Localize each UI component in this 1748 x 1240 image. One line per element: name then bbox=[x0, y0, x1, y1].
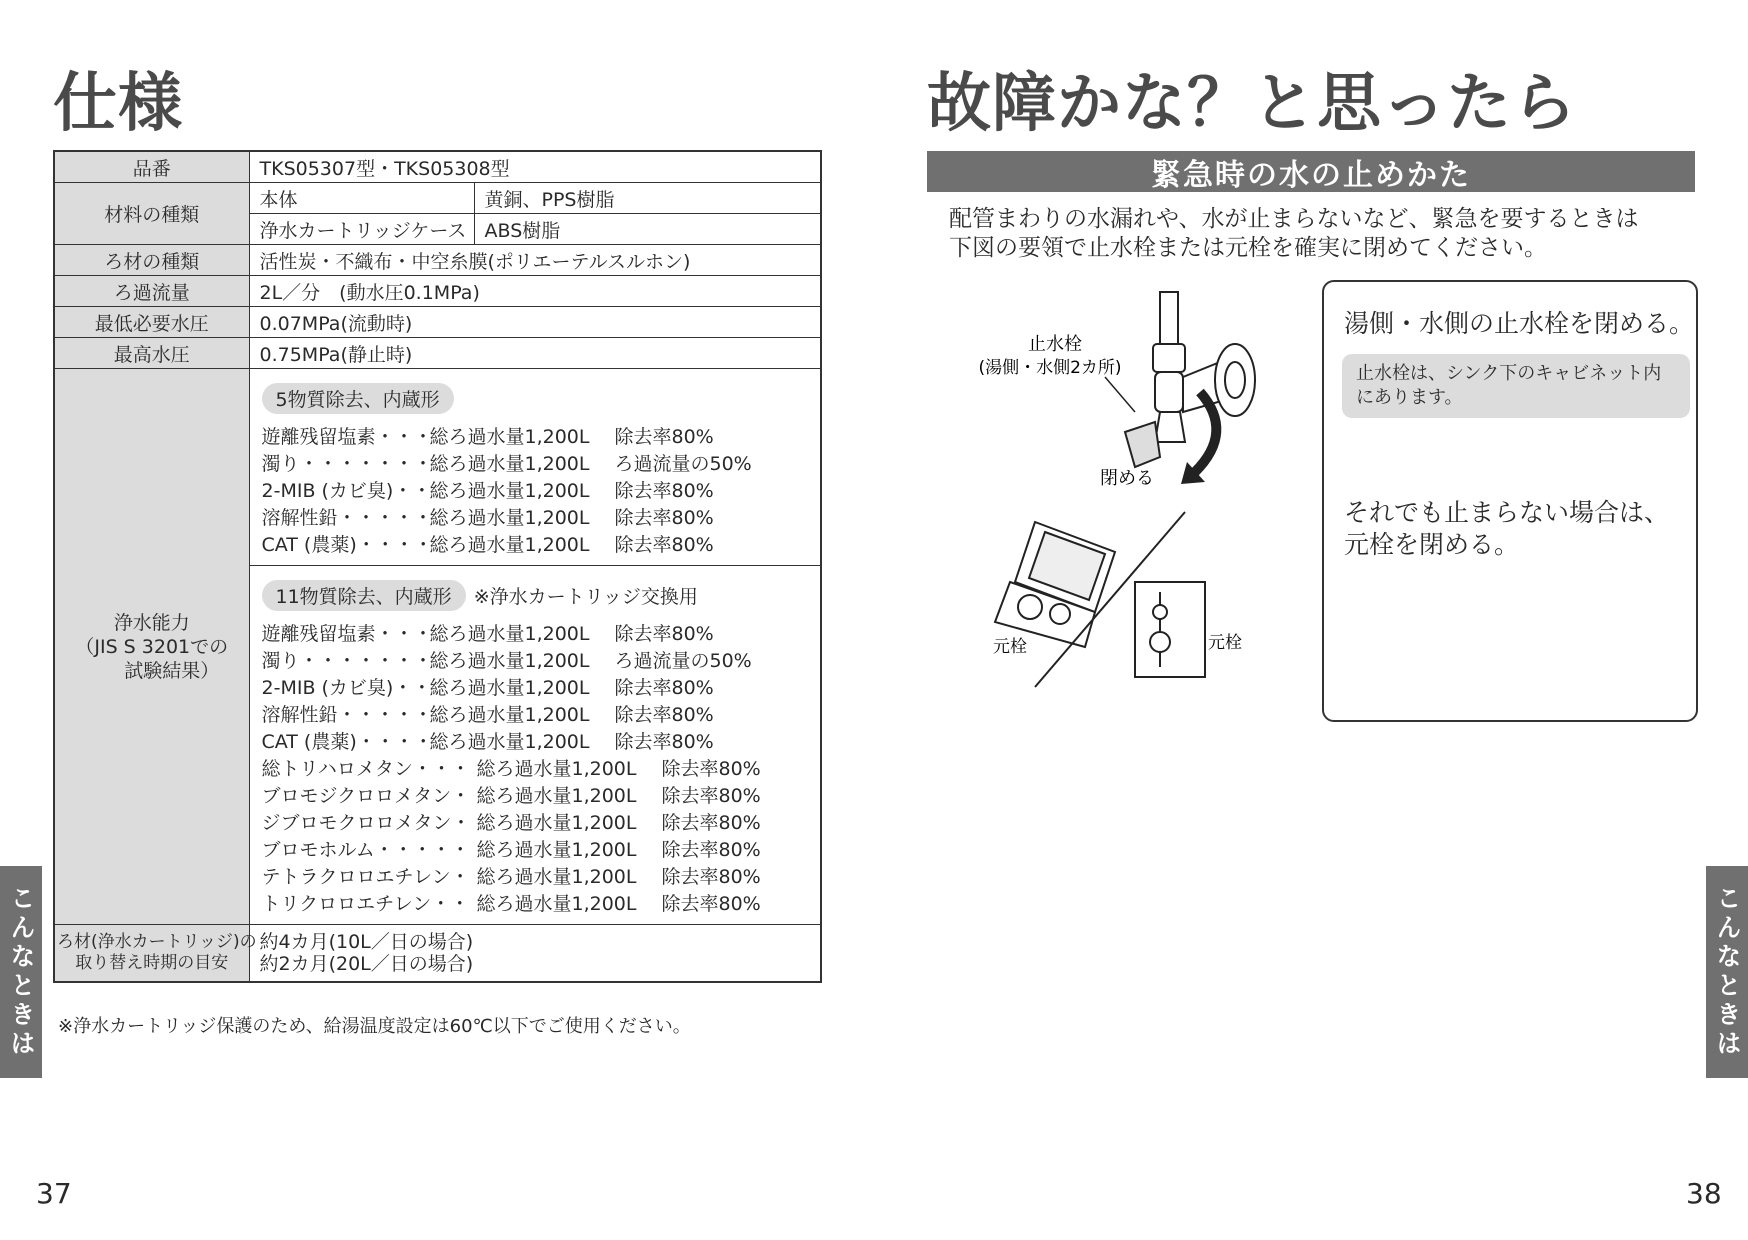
side-tab-left[interactable]: こんなときは bbox=[0, 866, 42, 1078]
step1-note: 止水栓は、シンク下のキャビネット内にあります。 bbox=[1342, 354, 1690, 418]
spec-label-material: 材料の種類 bbox=[54, 183, 249, 245]
list-item: 遊離残留塩素 ・・・・・・・・・・・・・・・・・・・・・・・ 総ろ過水量1,200L 除去率80% bbox=[262, 422, 809, 449]
group1-tag: 5物質除去、内蔵形 bbox=[262, 383, 454, 414]
page-number-left: 37 bbox=[36, 1177, 72, 1210]
spec-value-max-pressure: 0.75MPa(静止時) bbox=[249, 338, 821, 369]
list-item: 2-MIB (カビ臭) ・・・・・・・・・・・・・・・・・・・・・・・ 総ろ過水量1,200L 除去率80% bbox=[262, 476, 809, 503]
steps-box bbox=[1322, 280, 1698, 722]
spec-value-hinban: TKS05307型・TKS05308型 bbox=[249, 151, 821, 183]
spec-value-min-pressure: 0.07MPa(流動時) bbox=[249, 307, 821, 338]
table-row bbox=[54, 338, 821, 369]
table-row bbox=[54, 369, 821, 566]
list-item: CAT (農薬) ・・・・・・・・・・・・・・・・・・・・・・・ 総ろ過水量1,200L 除去率80% bbox=[262, 727, 809, 754]
spec-label-capability bbox=[54, 369, 249, 925]
material-value: ABS樹脂 bbox=[474, 214, 821, 245]
list-item: ジブロモクロロメタン ・・・・・・・・・・・・・・・・・・・・・・・ 総ろ過水量1,200L 除去率80% bbox=[262, 808, 809, 835]
spec-value-replace: 約4カ月(10L／日の場合) 約2カ月(20L／日の場合) bbox=[249, 925, 821, 983]
stop-valve-icon bbox=[1125, 292, 1255, 467]
filter-group-1 bbox=[249, 369, 821, 566]
filter-group-2 bbox=[249, 566, 821, 925]
capability-label-3: 試験結果） bbox=[124, 659, 220, 682]
step2-text: それでも止まらない場合は、元栓を閉める。 bbox=[1344, 498, 1670, 559]
spec-label-min-pressure: 最低必要水圧 bbox=[54, 307, 249, 338]
group2-tag: 11物質除去、内蔵形 bbox=[262, 580, 466, 611]
footnote: ※浄水カートリッジ保護のため、給湯温度設定は60℃以下でご使用ください。 bbox=[58, 1016, 691, 1037]
list-item: CAT (農薬) ・・・・・・・・・・・・・・・・・・・・・・・ 総ろ過水量1,200L 除去率80% bbox=[262, 530, 809, 557]
table-row bbox=[54, 183, 821, 214]
capability-label-1: 浄水能力 bbox=[113, 611, 190, 634]
spec-label-hinban: 品番 bbox=[54, 151, 249, 183]
page-title-spec: 仕様 bbox=[53, 67, 183, 141]
table-row bbox=[54, 276, 821, 307]
page-title-troubleshoot: 故障かな？と思ったら bbox=[927, 67, 1577, 141]
material-part: 本体 bbox=[249, 183, 474, 214]
table-row bbox=[54, 307, 821, 338]
step1-text: 湯側・水側の止水栓を閉める。 bbox=[1344, 309, 1695, 338]
valve-illustration bbox=[955, 282, 1315, 712]
list-item: 遊離残留塩素 ・・・・・・・・・・・・・・・・・・・・・・・ 総ろ過水量1,200L 除去率80% bbox=[262, 619, 809, 646]
group2-note: ※浄水カートリッジ交換用 bbox=[473, 586, 698, 608]
table-row bbox=[54, 151, 821, 183]
list-item: テトラクロロエチレン ・・・・・・・・・・・・・・・・・・・・・・・ 総ろ過水量1,200L 除去率80% bbox=[262, 862, 809, 889]
list-item: 溶解性鉛 ・・・・・・・・・・・・・・・・・・・・・・・ 総ろ過水量1,200L 除去率80% bbox=[262, 700, 809, 727]
list-item: ブロモホルム ・・・・・・・・・・・・・・・・・・・・・・・ 総ろ過水量1,200L 除去率80% bbox=[262, 835, 809, 862]
list-item: 2-MIB (カビ臭) ・・・・・・・・・・・・・・・・・・・・・・・ 総ろ過水量1,200L 除去率80% bbox=[262, 673, 809, 700]
list-item: ブロモジクロロメタン ・・・・・・・・・・・・・・・・・・・・・・・ 総ろ過水量1,200L 除去率80% bbox=[262, 781, 809, 808]
material-part: 浄水カートリッジケース bbox=[249, 214, 474, 245]
capability-label-2: （JIS S 3201での bbox=[75, 635, 229, 658]
list-item: 濁り ・・・・・・・・・・・・・・・・・・・・・・・ 総ろ過水量1,200L ろ過流量の50% bbox=[262, 646, 809, 673]
main-valve-label-2: 元栓 bbox=[1208, 633, 1242, 653]
list-item: トリクロロエチレン ・・・・・・・・・・・・・・・・・・・・・・・ 総ろ過水量1,200L 除去率80% bbox=[262, 889, 809, 916]
intro-text: 配管まわりの水漏れや、水が止まらないなど、緊急を要するときは 下図の要領で止水栓または元栓を確実に閉めてください。 bbox=[949, 206, 1639, 261]
spec-value-flow: 2L／分 (動水圧0.1MPa) bbox=[249, 276, 821, 307]
spec-value-filter: 活性炭・不織布・中空糸膜(ポリエーテルスルホン) bbox=[249, 245, 821, 276]
list-item: 溶解性鉛 ・・・・・・・・・・・・・・・・・・・・・・・ 総ろ過水量1,200L 除去率80% bbox=[262, 503, 809, 530]
side-tab-right[interactable]: こんなときは bbox=[1706, 866, 1748, 1078]
spec-label-max-pressure: 最高水圧 bbox=[54, 338, 249, 369]
list-item: 総トリハロメタン ・・・・・・・・・・・・・・・・・・・・・・・ 総ろ過水量1,200L 除去率80% bbox=[262, 754, 809, 781]
valve-label-2: (湯側・水側2カ所) bbox=[978, 358, 1122, 378]
material-value: 黄銅、PPS樹脂 bbox=[474, 183, 821, 214]
meter-box-icon bbox=[995, 522, 1115, 647]
spec-label-replace: ろ材(浄水カートリッジ)の 取り替え時期の目安 bbox=[54, 925, 249, 983]
section-heading-emergency: 緊急時の水の止めかた bbox=[927, 151, 1695, 192]
table-row bbox=[54, 925, 821, 983]
spec-table bbox=[53, 150, 822, 983]
spec-label-filter: ろ材の種類 bbox=[54, 245, 249, 276]
valve-label-1: 止水栓 bbox=[1028, 334, 1082, 355]
close-label: 閉める bbox=[1100, 468, 1154, 489]
spec-label-flow: ろ過流量 bbox=[54, 276, 249, 307]
main-valve-label-1: 元栓 bbox=[993, 637, 1027, 657]
page-number-right: 38 bbox=[1686, 1177, 1722, 1210]
table-row bbox=[54, 245, 821, 276]
list-item: 濁り ・・・・・・・・・・・・・・・・・・・・・・・ 総ろ過水量1,200L ろ過流量の50% bbox=[262, 449, 809, 476]
